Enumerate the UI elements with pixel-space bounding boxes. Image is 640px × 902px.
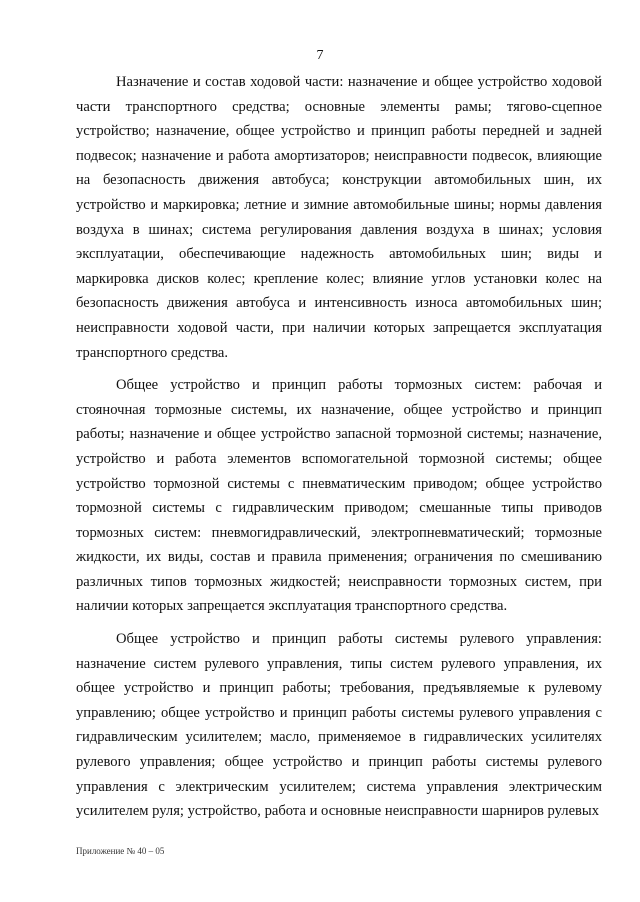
page-number: 7 [316,48,324,63]
paragraph-brake-systems: Общее устройство и принцип работы тормозных систем: рабочая и стояночная тормозные системы, их назначение, общее устройство и принцип работы; назначение и общее устройство запасной тормозной системы; назначение, устройство и работа элементов вспомогательной тормозной системы; общее устройство тормозной системы с пневматическим приводом; общее устройство тормозной системы с гидравлическим приводом; смешанные типы приводов тормозных систем: пневмогидравлический, электропневматический; тормозные жидкости, их виды, состав и правила применения; ограничения по смешиванию различных типов тормозных жидкостей; неисправности тормозных систем, при наличии которых запрещается эксплуатация транспортного средства. [76,377,602,615]
document-body [76,70,602,832]
paragraph-chassis: Назначение и состав ходовой части: назначение и общее устройство ходовой части транспортного средства; основные элементы рамы; тягово-сцепное устройство; назначение, общее устройство и принцип работы передней и задней подвесок; назначение и работа амортизаторов; неисправности подвесок, влияющие на безопасность движения автобуса; конструкции автомобильных шин, их устройство и маркировка; летние и зимние автомобильные шины; нормы давления воздуха в шинах; система регулирования давления воздуха в шинах; условия эксплуатации, обеспечивающие надежность автомобильных шин; виды и маркировка дисков колес; крепление колес; влияние углов установки колес на безопасность движения автобуса и интенсивность износа автомобильных шин; неисправности ходовой части, при наличии которых запрещается эксплуатация транспортного средства. [76,74,602,361]
paragraph-steering-system: Общее устройство и принцип работы системы рулевого управления: назначение систем рулевого управления, типы систем рулевого управления, их общее устройство и принцип работы; требования, предъявляемые к рулевому управлению; общее устройство и принцип работы системы рулевого управления с гидравлическим усилителем; масло, применяемое в гидравлических усилителях рулевого управления; общее устройство и принцип работы системы рулевого управления с электрическим усилителем; система управления электрическим усилителем руля; устройство, работа и основные неисправности шарниров рулевых [76,631,602,820]
footer-appendix-note: Приложение № 40 – 05 [76,846,165,856]
